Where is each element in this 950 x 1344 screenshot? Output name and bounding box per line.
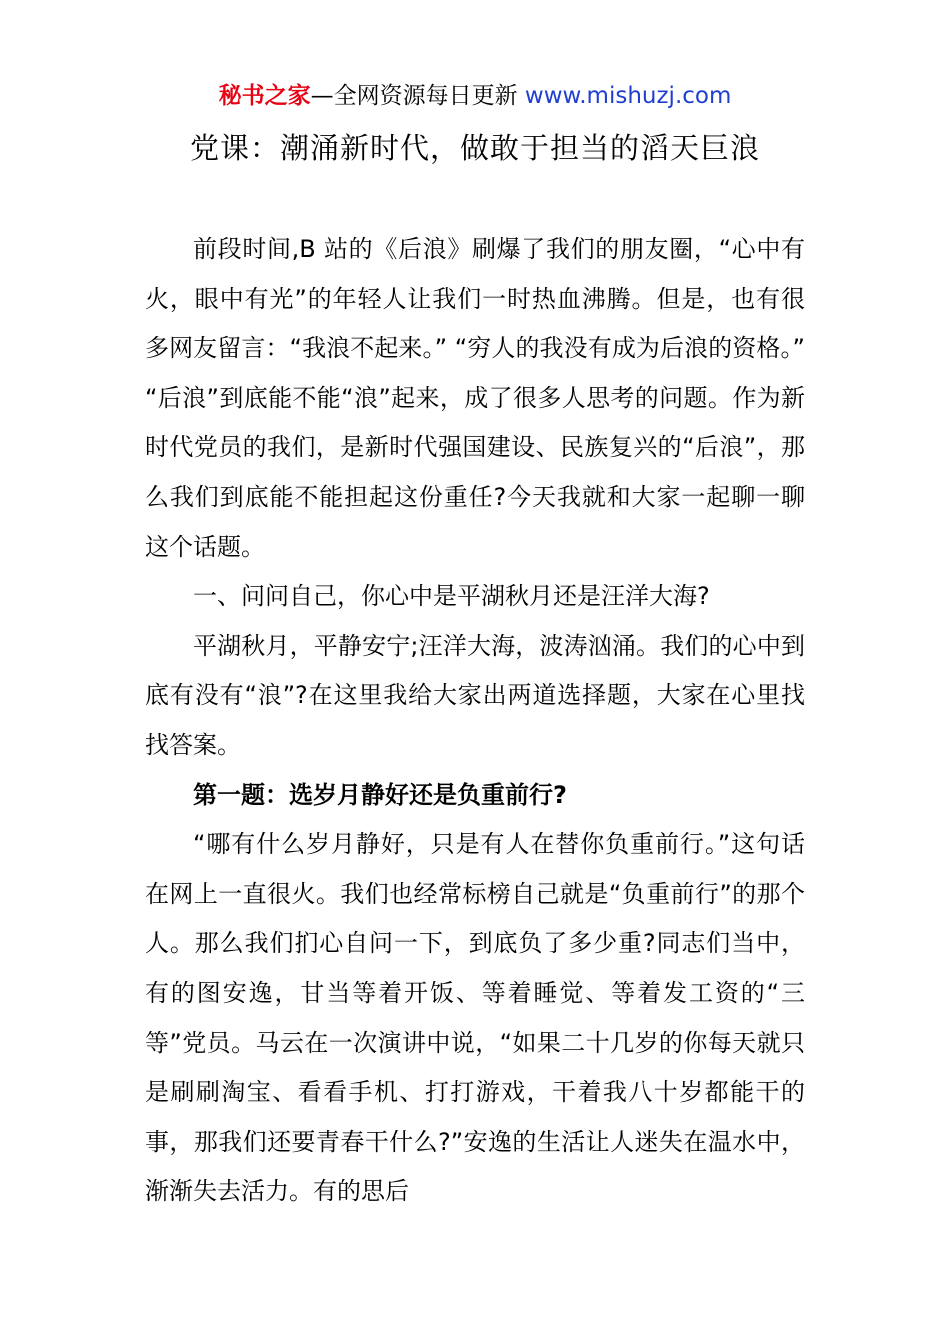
site-header	[0, 80, 950, 112]
paragraph-intro: 前段时间,B 站的《后浪》刷爆了我们的朋友圈，“心中有火，眼中有光”的年轻人让我们一时热血沸腾。但是，也有很多网友留言：“我浪不起来。” “穷人的我没有成为后浪的资格。” “后浪”到底能不能“浪”起来，成了很多人思考的问题。作为新时代党员的我们，是新时代强国建设、民族复兴的“后浪”，那么我们到底能不能担起这份重任?今天我就和大家一起聊一聊这个话题。	[145, 235, 805, 561]
site-tagline: —全网资源每日更新	[310, 83, 525, 109]
brand-name: 秘书之家	[218, 83, 311, 109]
site-url[interactable]: www.mishuzj.com	[524, 83, 732, 109]
document-body	[145, 225, 805, 1217]
section-heading-1: 一、问问自己，你心中是平湖秋月还是汪洋大海?	[193, 582, 710, 611]
document-title: 党课：潮涌新时代，做敢于担当的滔天巨浪	[189, 131, 760, 165]
paragraph-section-1: 平湖秋月，平静安宁;汪洋大海，波涛汹涌。我们的心中到底有没有“浪”?在这里我给大家出两道选择题，大家在心里找找答案。	[145, 631, 805, 759]
question-heading-1: 第一题：选岁月静好还是负重前行?	[193, 780, 567, 809]
paragraph-question-1: “哪有什么岁月静好，只是有人在替你负重前行。”这句话在网上一直很火。我们也经常标榜自己就是“负重前行”的那个人。那么我们扪心自问一下，到底负了多少重?同志们当中，有的图安逸，甘当等着开饭、等着睡觉、等着发工资的“三等”党员。马云在一次演讲中说，“如果二十几岁的你每天就只是刷刷淘宝、看看手机、打打游戏，干着我八十岁都能干的事，那我们还要青春干什么?”安逸的生活让人迷失在温水中，渐渐失去活力。有的思后	[145, 830, 805, 1206]
